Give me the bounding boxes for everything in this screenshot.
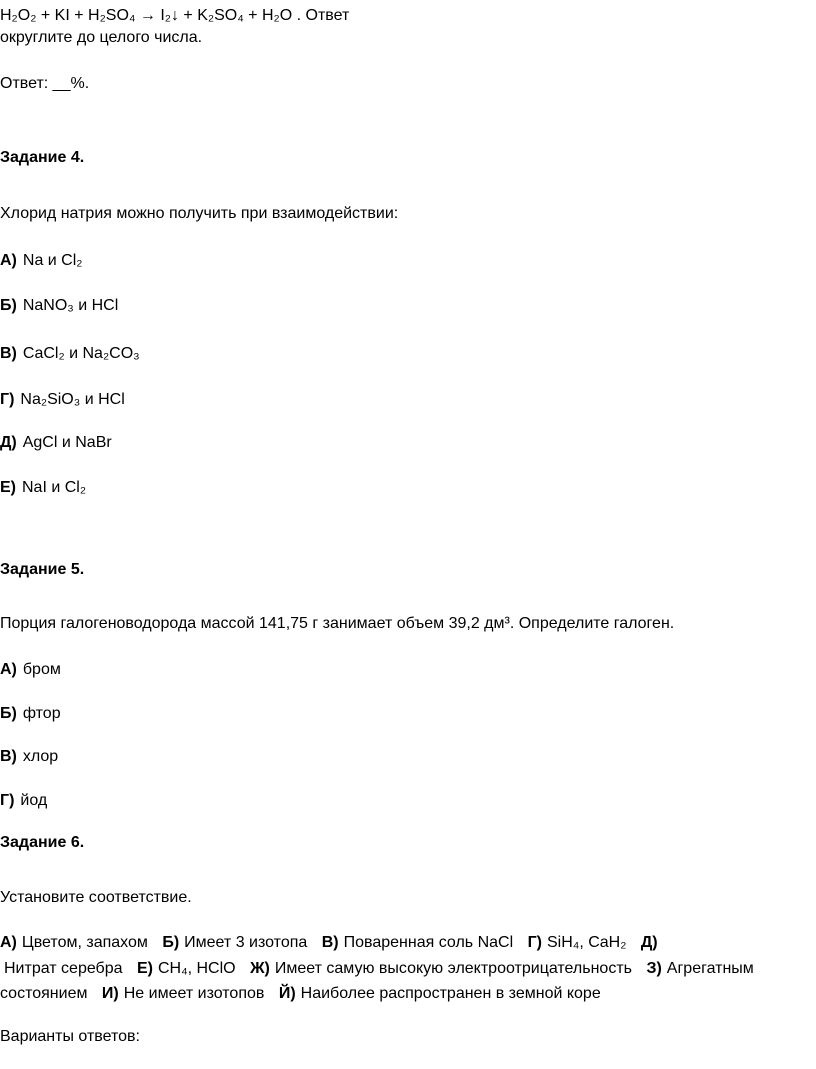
task-4-option-g: Г) Na₂SiO₃ и HCl — [0, 391, 125, 408]
task-5-option-g: Г) йод — [0, 792, 48, 809]
match-item-v: В) Поваренная соль NaCl — [321, 934, 514, 951]
task-4-option-b: Б) NaNO₃ и HCl — [0, 297, 119, 314]
task-5-question: Порция галогеноводорода массой 141,75 г занимает объем 39,2 дм³. Определите галоген. — [0, 615, 675, 632]
match-item-d-text: Нитрат серебра — [4, 960, 123, 977]
task-5-option-v: В) хлор — [0, 748, 59, 765]
match-item-b: Б) Имеет 3 изотопа — [162, 934, 308, 951]
task-6-items-line-2 — [4, 959, 764, 979]
task-4-title: Задание 4. — [0, 149, 85, 166]
task-4-question: Хлорид натрия можно получить при взаимодействии: — [0, 205, 399, 222]
task-4-option-v: В) CaCl₂ и Na₂CO₃ — [0, 345, 140, 362]
task-4-option-d: Д) AgCl и NaBr — [0, 434, 112, 451]
task-6-title: Задание 6. — [0, 834, 85, 851]
match-item-a: А) Цветом, запахом — [0, 934, 148, 951]
equation-line: H₂O₂ + KI + H₂SO₄ → I₂↓ + K₂SO₄ + H₂O . Ответ — [0, 7, 350, 24]
match-item-z-letter: З) Агрегатным — [646, 960, 754, 977]
rounding-note: округлите до целого числа. — [0, 29, 203, 46]
task-5-option-b: Б) фтор — [0, 705, 61, 722]
match-item-e: Е) CH₄, HClO — [136, 960, 236, 977]
task-6-instruction: Установите соответствие. — [0, 889, 192, 906]
task-4-option-a: А) Na и Cl₂ — [0, 252, 83, 269]
match-item-d-letter: Д) — [640, 934, 658, 951]
match-item-g: Г) SiH₄, CaH₂ — [527, 934, 627, 951]
match-item-z-text: состоянием — [0, 985, 88, 1002]
answer-options-label: Варианты ответов: — [0, 1028, 140, 1045]
answer-line: Ответ: __%. — [0, 75, 90, 92]
match-item-i: И) Не имеет изотопов — [101, 985, 265, 1002]
task-4-option-e: Е) NaI и Cl₂ — [0, 479, 87, 496]
task-6-items-line-1 — [0, 933, 673, 953]
match-item-zh: Ж) Имеет самую высокую электроотрицательность — [250, 960, 632, 977]
task-5-title: Задание 5. — [0, 561, 85, 578]
task-6-items-line-3 — [0, 984, 611, 1004]
task-5-option-a: А) бром — [0, 661, 61, 678]
match-item-y: Й) Наиболее распространен в земной коре — [278, 985, 601, 1002]
